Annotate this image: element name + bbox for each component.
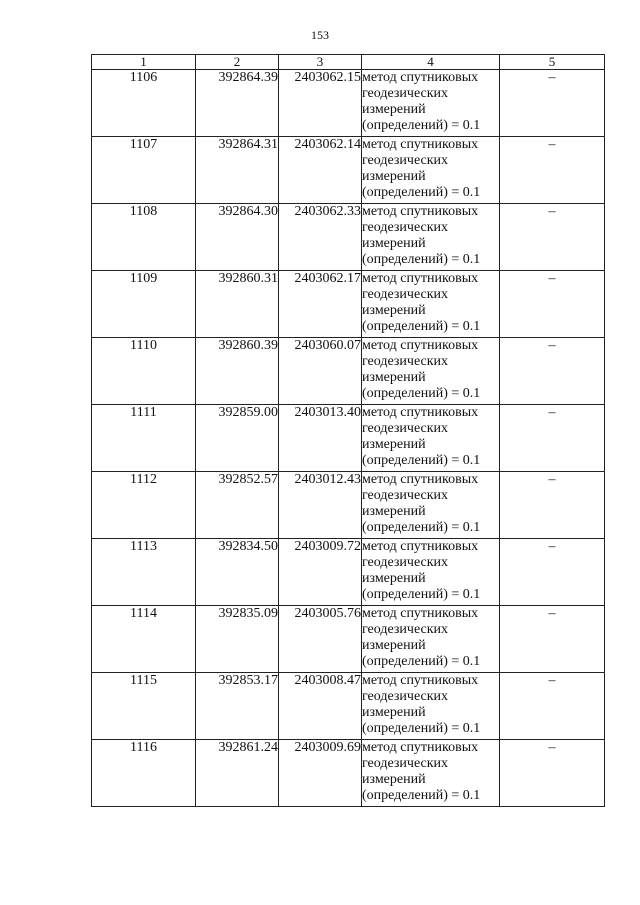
note-dash: – bbox=[500, 472, 605, 539]
method-description bbox=[362, 405, 500, 472]
coordinate-x: 392864.31 bbox=[196, 137, 279, 204]
method-line: геодезических bbox=[362, 622, 449, 637]
note-dash: – bbox=[500, 606, 605, 673]
coordinate-y: 2403009.72 bbox=[279, 539, 362, 606]
method-line: (определений) = 0.1 bbox=[362, 587, 481, 602]
column-header: 2 bbox=[196, 55, 279, 70]
method-description bbox=[362, 740, 500, 807]
method-description bbox=[362, 606, 500, 673]
note-dash: – bbox=[500, 539, 605, 606]
method-description bbox=[362, 137, 500, 204]
coordinate-y: 2403012.43 bbox=[279, 472, 362, 539]
coordinate-x: 392859.00 bbox=[196, 405, 279, 472]
column-header: 5 bbox=[500, 55, 605, 70]
method-line: измерений bbox=[362, 370, 426, 385]
coordinate-y: 2403005.76 bbox=[279, 606, 362, 673]
method-line: (определений) = 0.1 bbox=[362, 319, 481, 334]
method-description bbox=[362, 338, 500, 405]
table-body bbox=[92, 70, 605, 807]
column-header: 4 bbox=[362, 55, 500, 70]
method-line: измерений bbox=[362, 571, 426, 586]
method-description bbox=[362, 271, 500, 338]
method-line: метод спутниковых bbox=[362, 204, 479, 219]
method-line: метод спутниковых bbox=[362, 472, 479, 487]
table-row bbox=[92, 606, 605, 673]
method-line: геодезических bbox=[362, 354, 449, 369]
method-line: метод спутниковых bbox=[362, 271, 479, 286]
table-row bbox=[92, 740, 605, 807]
method-line: измерений bbox=[362, 772, 426, 787]
coordinate-x: 392852.57 bbox=[196, 472, 279, 539]
table-row bbox=[92, 204, 605, 271]
method-description bbox=[362, 539, 500, 606]
coordinate-x: 392864.30 bbox=[196, 204, 279, 271]
method-line: метод спутниковых bbox=[362, 740, 479, 755]
method-line: метод спутниковых bbox=[362, 673, 479, 688]
note-dash: – bbox=[500, 338, 605, 405]
method-line: метод спутниковых bbox=[362, 606, 479, 621]
method-line: (определений) = 0.1 bbox=[362, 252, 481, 267]
note-dash: – bbox=[500, 271, 605, 338]
coordinate-y: 2403062.17 bbox=[279, 271, 362, 338]
coordinate-x: 392835.09 bbox=[196, 606, 279, 673]
note-dash: – bbox=[500, 740, 605, 807]
method-line: геодезических bbox=[362, 488, 449, 503]
method-line: геодезических bbox=[362, 153, 449, 168]
coordinate-x: 392860.39 bbox=[196, 338, 279, 405]
coordinate-y: 2403013.40 bbox=[279, 405, 362, 472]
method-line: геодезических bbox=[362, 756, 449, 771]
method-line: измерений bbox=[362, 638, 426, 653]
method-description bbox=[362, 673, 500, 740]
note-dash: – bbox=[500, 204, 605, 271]
column-header: 1 bbox=[92, 55, 196, 70]
coordinate-x: 392861.24 bbox=[196, 740, 279, 807]
method-line: геодезических bbox=[362, 689, 449, 704]
point-number: 1109 bbox=[92, 271, 196, 338]
method-description bbox=[362, 204, 500, 271]
table-row bbox=[92, 70, 605, 137]
point-number: 1112 bbox=[92, 472, 196, 539]
method-line: измерений bbox=[362, 102, 426, 117]
method-line: геодезических bbox=[362, 421, 449, 436]
coordinate-x: 392853.17 bbox=[196, 673, 279, 740]
note-dash: – bbox=[500, 70, 605, 137]
method-description bbox=[362, 472, 500, 539]
point-number: 1113 bbox=[92, 539, 196, 606]
coordinate-y: 2403009.69 bbox=[279, 740, 362, 807]
method-line: (определений) = 0.1 bbox=[362, 721, 481, 736]
method-line: геодезических bbox=[362, 220, 449, 235]
method-line: метод спутниковых bbox=[362, 70, 479, 85]
method-line: (определений) = 0.1 bbox=[362, 788, 481, 803]
method-line: (определений) = 0.1 bbox=[362, 118, 481, 133]
coordinate-y: 2403060.07 bbox=[279, 338, 362, 405]
coordinate-x: 392860.31 bbox=[196, 271, 279, 338]
point-number: 1106 bbox=[92, 70, 196, 137]
method-line: метод спутниковых bbox=[362, 137, 479, 152]
method-line: измерений bbox=[362, 236, 426, 251]
coordinate-y: 2403062.33 bbox=[279, 204, 362, 271]
method-line: метод спутниковых bbox=[362, 539, 479, 554]
method-line: (определений) = 0.1 bbox=[362, 386, 481, 401]
table-row bbox=[92, 673, 605, 740]
method-line: измерений bbox=[362, 437, 426, 452]
method-line: измерений bbox=[362, 303, 426, 318]
note-dash: – bbox=[500, 673, 605, 740]
method-line: (определений) = 0.1 bbox=[362, 453, 481, 468]
point-number: 1108 bbox=[92, 204, 196, 271]
method-line: метод спутниковых bbox=[362, 405, 479, 420]
column-header: 3 bbox=[279, 55, 362, 70]
point-number: 1114 bbox=[92, 606, 196, 673]
method-line: измерений bbox=[362, 705, 426, 720]
method-line: (определений) = 0.1 bbox=[362, 654, 481, 669]
coordinates-table bbox=[91, 54, 605, 807]
point-number: 1107 bbox=[92, 137, 196, 204]
point-number: 1116 bbox=[92, 740, 196, 807]
point-number: 1110 bbox=[92, 338, 196, 405]
note-dash: – bbox=[500, 137, 605, 204]
coordinate-y: 2403008.47 bbox=[279, 673, 362, 740]
coordinate-x: 392864.39 bbox=[196, 70, 279, 137]
method-line: геодезических bbox=[362, 287, 449, 302]
method-line: (определений) = 0.1 bbox=[362, 520, 481, 535]
page-number: 153 bbox=[311, 28, 329, 42]
table-row bbox=[92, 137, 605, 204]
method-line: метод спутниковых bbox=[362, 338, 479, 353]
table-row bbox=[92, 472, 605, 539]
table-row bbox=[92, 405, 605, 472]
coordinate-y: 2403062.14 bbox=[279, 137, 362, 204]
method-line: геодезических bbox=[362, 555, 449, 570]
coordinate-y: 2403062.15 bbox=[279, 70, 362, 137]
table-header-row bbox=[92, 55, 605, 70]
point-number: 1115 bbox=[92, 673, 196, 740]
method-line: измерений bbox=[362, 504, 426, 519]
note-dash: – bbox=[500, 405, 605, 472]
table-row bbox=[92, 338, 605, 405]
coordinate-x: 392834.50 bbox=[196, 539, 279, 606]
method-line: геодезических bbox=[362, 86, 449, 101]
method-description bbox=[362, 70, 500, 137]
table-row bbox=[92, 271, 605, 338]
point-number: 1111 bbox=[92, 405, 196, 472]
table-row bbox=[92, 539, 605, 606]
method-line: (определений) = 0.1 bbox=[362, 185, 481, 200]
method-line: измерений bbox=[362, 169, 426, 184]
